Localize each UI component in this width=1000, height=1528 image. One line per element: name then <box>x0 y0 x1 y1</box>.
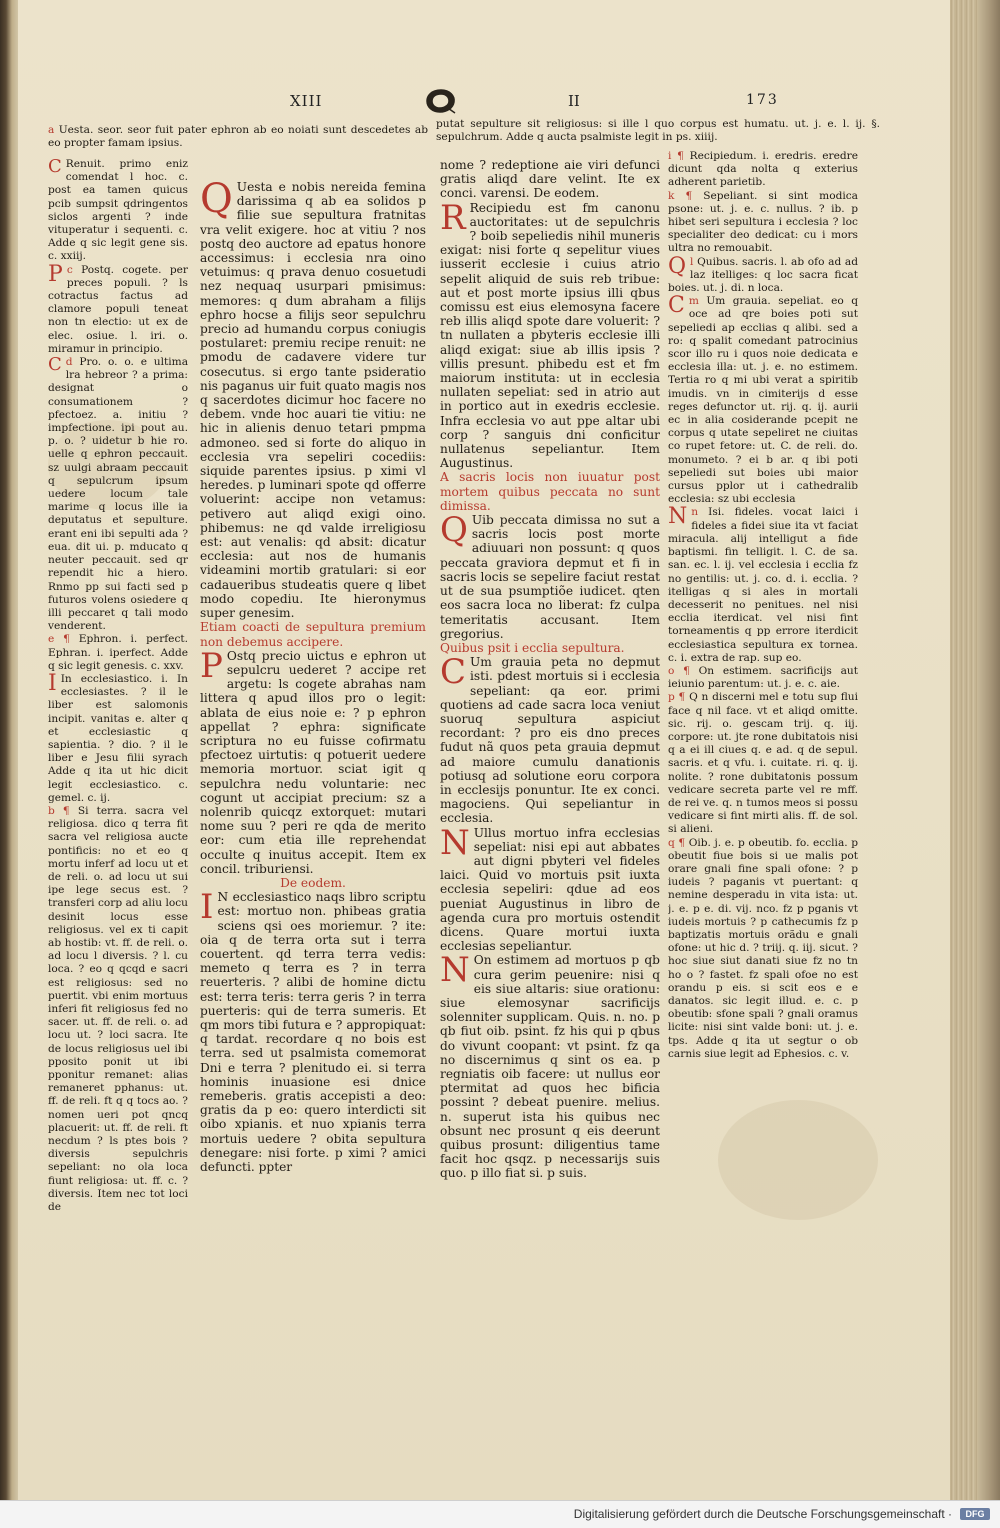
gloss-paragraph: i ¶ Recipiedum. i. eredris. eredre dicunt qda nolta q exterius adherent parietib. <box>668 150 858 189</box>
gloss-paragraph: d C Pro. o. o. e ultima lra hebreor ? a prima: designat o consumationem ? pfectoez. a. initiu ? impfectione. ipi pout au. p. o. ? uidetur b hie ro. uelle q ephron peccauit. sz uulgi abraam peccauit q sepulcrum ipsum uedere locum tale marime q locus ille ia deputatus et sepulture. erant eni ibi sepulti ada ? eua. dit ui. p. mducato q neuter peccauit. sed qr rependit hic a hiero. Rnmo pp sui facti sed p futuros volens osiedere q illi peccaret q tali modo venderent. <box>48 354 188 633</box>
canon-paragraph: N On estimem ad mortuos p qb cura gerim peuenire: nisi q eis siue altaris: siue orationu: siue elemosynar sacrificijs solenniter supplicam. Quis. n. no. p qb fiut oib. psint. fz his qui p qbus do vivunt coopant: vt psint. fz qa no discernimus q sint os ea. p regniatis oib facere: ut nullus eor ptermitat ad quos hec bificia possint ? debeat puenire. melius. n. superut ista his quibus nec obsunt nec prosunt q eis deerunt quibus prosunt: diligentius tame facit hoc qsqz. p necessarijs suis quo. p illo fiat si. p suis. <box>440 950 660 1181</box>
folio-number: 173 <box>746 92 779 108</box>
rubric-heading: Etiam coacti de sepultura premium non debemus accipere. <box>200 620 426 649</box>
canon-paragraph: N Ullus mortuo infra ecclesias sepeliat: nisi epi aut abbates aut digni pbyteri vel fideles laici. Quid vo mortuis psit iuxta ecclesia sepeliri: qdue ad eos pueniat Augustinus in libro de agenda cura pro mortuis ostendit dicens. Quare mortui iuxta ecclesias sepeliantur. <box>440 822 660 954</box>
footer-credit: Digitalisierung gefördert durch die Deutsche Forschungsgemeinschaft · <box>573 1507 952 1521</box>
page-header <box>0 88 1000 118</box>
main-text-column-2 <box>440 158 660 1300</box>
top-gloss-left-text: Uesta. seor. seor fuit pater ephron ab eo noiati sunt descedetes ab eo propter famam ipsius. <box>48 124 428 150</box>
folio-center: II <box>568 92 580 110</box>
main-text-column-1 <box>200 180 426 1300</box>
dfg-logo: DFG <box>960 1508 990 1520</box>
gloss-paragraph: o ¶ On estimem. sacrificijs aut ieiunio parentum: ut. j. e. c. aie. <box>668 664 858 691</box>
canon-paragraph: Q Uib peccata dimissa no sut a sacris locis post morte adiuuari non possunt: q quos peccata graviora depmut et fi in sacris locis se sepelire faciut restat ut de sua psumptiõe iudicet. qten eos sacra loca no liberat: fz culpa temeritatis accusant. Item gregorius. <box>440 510 660 641</box>
top-gloss-right <box>436 118 880 152</box>
canon-paragraph: Q Uesta e nobis nereida femina darissima q ab ea solidos p filie sue sepultura fratnitas vra velit exigere. hoc at vitiu ? nos postq deo auctore ad epatus honore accessimus: i ecclesia nra oino vetuimus: q prava denuo cosuetudi nez nequaq usurpari pmisimus: memores: q dum abraham a filijs ephro hocse a filijs seor sepulchru precio ad humandu corpus coniugis postularet: premiu recipe renuit: ne pmodu de cadavere videre tur cosecutus. si ergo tante psideratio nis paganus uir fuit quato magis nos q sacerdotes dicimur hoc facere no debem. vnde hoc auari tie vitiu: ne hic in alienis denuo tetari pmpma admoneo. sed si forte do aliquo in ecclesia vra sepeliri cocediis: siquide parentes ipsius. p ximi vl heredes. p luminari spote qd offerre voluerint: accipe non vetamus: petivero aut aliqd exigi oino. phibemus: ne qd valde irreligiosu est: aut venalis: qd absit: dicatur ecclesia: aut nos de humanis videamini mortib gratulari: si eor cadaueribus studeatis quere q libet modo copediu. Ite hieronymus super genesim. <box>200 180 426 621</box>
top-gloss-right-text: putat sepulture sit religiosus: si ille l quo corpus est humatu. ut. j. e. l. ij. §. sepulchrum. Adde q aucta psalmiste legit in ps. xiiij. <box>436 118 880 144</box>
gloss-paragraph: m C Um grauia. sepeliat. eo q oce ad qre boies poti sut sepeliedi ap ecclias q alibi. sed a ro: q spalit comedant patrocinius scor illo ru i quos noie dedicata e ecclesia illa: ut. j. e. no estimem. Tertia ro q mi ubi verat a spiritib imudis. vn in cimiterijs d esse reges defunctor ut. rij. q. ij. aurii ec in alia cosiderande pcepit ne corpus q utate sepeliret ne ciuitas co rupet fetore: ut. C. de reli. do. monumeto. ? ei b ar. q ibi poti sepeliedi sut boies ubi maior cursus pplor ut i cathedralib ecclesia: sz ubi ecclesia <box>668 293 858 506</box>
gloss-paragraph: k ¶ Sepeliant. si sint modica psone: ut. j. e. c. nullus. ? ib. p hibet seri sepultura i ecclesia ? loc specialiter deo dedicat: cu i mors ultra no remouabit. <box>668 189 858 255</box>
digitization-footer <box>0 1500 1000 1528</box>
rubric-heading: A sacris locis non iuuatur post mortem quibus peccata no sunt dimissa. <box>440 470 660 513</box>
gloss-paragraph: c P Postq. cogete. per preces populi. ? ls cotractus factus ad clamore populi teneat non tn electio: ut ex de elec. osiue. l. iri. o. miramur in principio. <box>48 261 188 355</box>
gloss-paragraph: C Renuit. primo eniz comendat l hoc. c. post ea tamen quicus pcib sumpsit qdringentos siclos argenti ? inde vituperatur i sequenti. c. Adde q sic legit gene sis. c. xxiij. <box>48 158 188 263</box>
page-fore-edge <box>950 0 978 1500</box>
canon-paragraph: C Um grauia peta no depmut isti. pdest mortuis si i ecclesia sepeliant: qa eor. primi quotiens ad cade sacra loca veniut suoruq sepultura aspiciut recordant: ? pro eis dno preces fudut nã quos peta grauia depmut ad maiore cumulu danationis potiusq ad solutione eoru corpora in ecclesijs ponuntur. Ite ex conci. magociens. Qui sepeliantur in ecclesia. <box>440 652 660 826</box>
rubric-heading: Quibus psit i ecclia sepultura. <box>440 640 625 655</box>
gloss-paragraph: I In ecclesiastico. i. In ecclesiastes. ? il le liber est salomonis incipit. vanitas e. alter q et ecclesiastic q sapientia. ? dio. ? il le liber e Jesu filii syrach Adde q ita ut hic dicit legit ecclesiastico. c. gemel. c. ij. <box>48 670 188 804</box>
folio-left: XIII <box>290 92 323 110</box>
gloss-paragraph: b ¶ Si terra. sacra vel religiosa. dico q terra fit sacra vel religiosa aucte pontificis: no et eo q mortu inferf ad locu ut et de reli. o. ad locu ut sui ipe lege secus est. ? transferi corp ad aliu locu desinit locus esse religiosus. vel ex ti capit ab hostib: vt. ff. de reli. o. ad locu l diversis. ? l. cu loca. ? eo q qcqd e sacri est religiosus: sed no puertit. vbi enim mortuus inferi fit religiosus fed no sacer. ut. ff. de reli. o. ad locu ut. ? loci sacra. Ite de locus religiosus uel ibi pposito ponit ut ibi pponitur remanet: alias remaneret pphanus: ut. ff. de reli. ft q q tocs ao. ? nomen ueri pot qncq placuerit: ut. ff. de reli. ft necdum ? ls ptes bois ? diversis sepulchris sepeliant: no ola loca fiunt religiosa: ut. ff. c. ? diversis. Item nec tot loci de <box>48 804 188 1214</box>
gloss-paragraph: l Q Quibus. sacris. l. ab ofo ad ad laz itelliges: q loc sacra ficat boies. ut. j. di. n loca. <box>668 253 858 295</box>
canon-paragraph: P Ostq precio uictus e ephron ut sepulcru uederet ? accipe ret argetu: ls cogete abrahas nam littera q apud illos pro o legit: ablata de eius noie e: ? p ephron appellat ? ephra: significate scriptura no eu fuisse cofirmatu pfectoez uirtutis: q potuerit uedere memoria mortuor. sciat igit q sepulchra nedu voluntarie: nec cogunt ut accipiat precium: sz a nolenrib quicqz extorquet: mutari nome suu ? peri re qda de merito eor: cum etia ille reprehendat occulte q inuitus accepit. Item ex concil. triburiensi. <box>200 645 426 876</box>
gloss-column-left <box>48 158 188 1306</box>
rubric-heading: De eodem. <box>280 875 346 890</box>
gloss-paragraph: e ¶ Ephron. i. perfect. Ephran. i. iperfect. Adde q sic legit genesis. c. xxv. <box>48 633 188 672</box>
gloss-marker: a <box>48 124 59 136</box>
gloss-paragraph: p ¶ Q n discerni mel e totu sup flui face q nil face. vt et aliqd omitte. sic. rij. o. gescam trij. q. iij. corpore: ut. jte rone dubitatois nisi q a ei ill ciues q. e ad. q de sepul. sacris. et q vfu. i. cuitate. ri. q. ij. nolite. ? rone dubitatonis possum vedicare secreta parte vel re mff. de rei ve. q. n tumos meos si possu vedicare si fint mirti alis. ff. de sol. si alieni. <box>668 691 858 836</box>
gloss-paragraph: q ¶ Oib. j. e. p obeutib. fo. ecclia. p obeutit fiue bois si ue malis pot orare gnali fine spali ofone: ? p iudeis ? paganis vt puertant: q nemine desperadu in vita ista: ut. j. e. p e. di. vij. nco. fz p pganis vt iudeis mortuis ? p cathecumis fz p baptizatis mortuis orãdu e gnali ofone: ut hic d. ? triij. q. iij. sicut. ? hoc siue siut danati siue fz no tn ho o ? fastet. fz spali ofoe no est orandu p eis. si scit eos e e danatos. sic legit illud. e. c. p obeutib: sfone spali ? gnali oramus licite: nisi sint valde boni: ut. j. e. tps. Adde q ita ut segtur o ob carnis siue legit ad Ephesios. c. v. <box>668 836 858 1060</box>
top-gloss-left <box>48 124 428 158</box>
quire-mark-glyph <box>425 88 457 114</box>
gloss-column-right <box>668 150 858 1300</box>
gloss-paragraph: n N Isi. fideles. vocat laici i fideles a fidei siue ita vt faciat miracula. alij intelligut a fide baptismi. fin telligit. l. C. de sa. san. ec. l. ij. vel ecclesia i ecclia fz no gentilis: ut. j. co. d. i. ecclia. ? itelligas q si ales in mortali decesserit no penitues. nel nisi ecclia iterdicat. vel nisi fint torneamentis q pp errore iterdicit ecclesiastica sepultura ex tornea. c. i. extra de rap. sup eo. <box>668 504 858 664</box>
canon-paragraph: nome ? redeptione aie viri defunci gratis aliqd dare velint. Ite ex conci. varensi. De eodem. <box>440 158 660 201</box>
canon-paragraph: I N ecclesiastico naqs libro scriptu est: mortuo non. phibeas gratia sciens qsi oes moriemur. ? ite: oia q de terra orta sut i terra couertent. qd terra terra vedis: memeto q terra es ? in terra reuerteris. ? alibi de homine dictu est: terra teris: terra geris ? in terra puerteris: qui de terra sumeris. Et qm mors tibi futura e ? appropiquat: q tardat. recordare q no bois est terra. sed ut psalmista comemorat Dni e terra ? plenitudo ei. si terra hominis inuasione esi dnice remeberis. gratis accepisti a deo: gratis da p eo: quero interdicti sit oibo xpianis. et nuo xpianis terra mortuis uedere ? obita sepultura denegare: nisi forte. p ximi ? amici defuncti. ppter <box>200 887 426 1175</box>
canon-paragraph: R Recipiedu est fm canonu auctoritates: ut de sepulchris ? boib sepeliedis nihil muneris exigat: nisi forte q sepelitur viues iusserit ecclesie i cuius atrio sepelit aliquid de suis reb tribue: aut et post morte ipsius illi qbus comissu est eius elemosyna facere reb illis aliqd spote dare voluerit: ? tn nullaten a pbyteris ecclesie illi aliqd exigat: siue ab illis ipsis ? villis presunt. phibedu est et fm maiorum instituta: ut in ecclesia nullaten sepeliat: sed in atrio aut in portico aut in exedris ecclesie. Infra ecclesia vo aut ppe altar ubi corp ? sanguis dni conficitur nullatenus sepeliantur. Item Augustinus. <box>440 197 660 471</box>
